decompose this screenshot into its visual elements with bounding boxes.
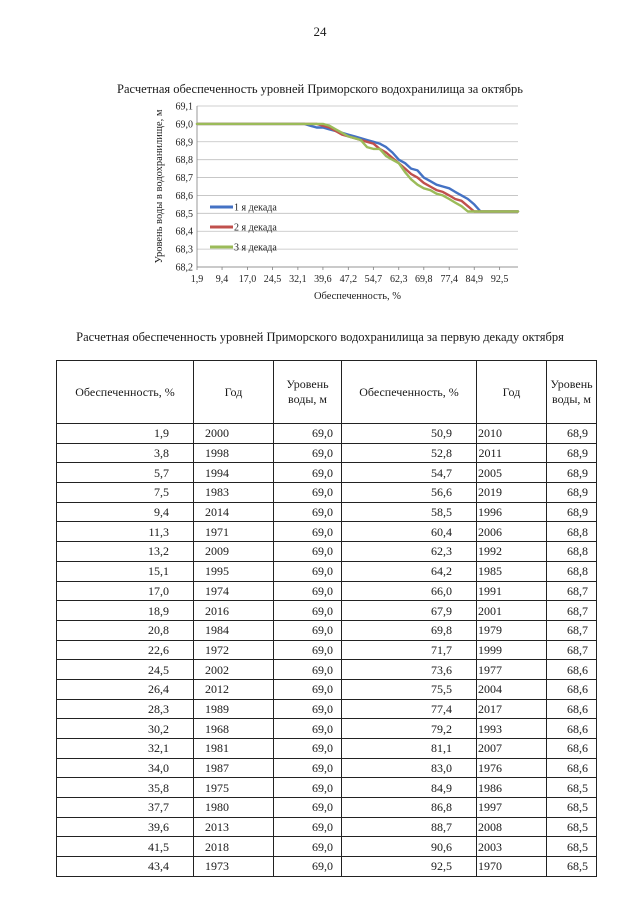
cell-year-2: 2005 bbox=[477, 463, 547, 483]
cell-year-2: 1986 bbox=[477, 778, 547, 798]
cell-probability-2: 50,9 bbox=[342, 424, 477, 444]
x-axis-title: Обеспеченность, % bbox=[313, 291, 402, 302]
header-level: Уровень воды, м bbox=[274, 361, 342, 424]
y-tick-label: 68,2 bbox=[175, 262, 193, 274]
cell-year: 1973 bbox=[194, 857, 274, 877]
cell-probability: 26,4 bbox=[57, 679, 194, 699]
cell-level-2: 68,7 bbox=[547, 601, 597, 621]
cell-level-2: 68,6 bbox=[547, 739, 597, 759]
x-tick-label: 84,9 bbox=[465, 274, 483, 285]
x-tick-label: 32,1 bbox=[289, 274, 307, 285]
cell-probability: 17,0 bbox=[57, 581, 194, 601]
y-axis-title: Уровень воды в водохранилище, м bbox=[154, 109, 165, 264]
cell-probability-2: 79,2 bbox=[342, 719, 477, 739]
cell-level: 69,0 bbox=[274, 542, 342, 562]
table-row bbox=[57, 620, 597, 640]
table-row bbox=[57, 483, 597, 503]
table-row bbox=[57, 679, 597, 699]
cell-year: 1989 bbox=[194, 699, 274, 719]
cell-probability: 7,5 bbox=[57, 483, 194, 503]
chart-title: Расчетная обеспеченность уровней Приморского водохранилища за октябрь bbox=[117, 82, 523, 96]
table-row bbox=[57, 739, 597, 759]
cell-level-2: 68,9 bbox=[547, 463, 597, 483]
cell-level: 69,0 bbox=[274, 502, 342, 522]
cell-probability: 11,3 bbox=[57, 522, 194, 542]
cell-probability: 20,8 bbox=[57, 620, 194, 640]
cell-level: 69,0 bbox=[274, 798, 342, 818]
cell-probability-2: 83,0 bbox=[342, 758, 477, 778]
cell-probability: 9,4 bbox=[57, 502, 194, 522]
cell-probability: 34,0 bbox=[57, 758, 194, 778]
table-body bbox=[57, 424, 597, 877]
cell-year-2: 2019 bbox=[477, 483, 547, 503]
cell-year: 2018 bbox=[194, 837, 274, 857]
cell-level: 69,0 bbox=[274, 660, 342, 680]
cell-probability-2: 81,1 bbox=[342, 739, 477, 759]
y-tick-label: 68,5 bbox=[175, 208, 193, 220]
x-tick-label: 47,2 bbox=[339, 274, 358, 285]
cell-probability-2: 71,7 bbox=[342, 640, 477, 660]
table-row bbox=[57, 778, 597, 798]
cell-level: 69,0 bbox=[274, 463, 342, 483]
cell-year: 2000 bbox=[194, 424, 274, 444]
cell-level: 69,0 bbox=[274, 837, 342, 857]
cell-probability: 1,9 bbox=[57, 424, 194, 444]
header-year: Год bbox=[194, 361, 274, 424]
cell-year-2: 2011 bbox=[477, 443, 547, 463]
cell-year: 2012 bbox=[194, 679, 274, 699]
cell-level: 69,0 bbox=[274, 699, 342, 719]
cell-level: 69,0 bbox=[274, 758, 342, 778]
cell-probability-2: 73,6 bbox=[342, 660, 477, 680]
x-tick-label: 77,4 bbox=[440, 274, 458, 285]
cell-level: 69,0 bbox=[274, 719, 342, 739]
cell-probability-2: 77,4 bbox=[342, 699, 477, 719]
table-row bbox=[57, 542, 597, 562]
cell-level: 69,0 bbox=[274, 443, 342, 463]
cell-level-2: 68,5 bbox=[547, 817, 597, 837]
y-tick-label: 68,7 bbox=[175, 173, 193, 185]
cell-year: 1994 bbox=[194, 463, 274, 483]
cell-probability-2: 62,3 bbox=[342, 542, 477, 562]
cell-level-2: 68,7 bbox=[547, 640, 597, 660]
table-row bbox=[57, 837, 597, 857]
table-row bbox=[57, 522, 597, 542]
x-tick-label: 24,5 bbox=[263, 274, 282, 285]
cell-year: 1975 bbox=[194, 778, 274, 798]
legend-label: 1 я декада bbox=[234, 202, 277, 214]
y-tick-label: 68,8 bbox=[175, 155, 193, 167]
cell-year: 1987 bbox=[194, 758, 274, 778]
cell-year: 1974 bbox=[194, 581, 274, 601]
cell-year: 1984 bbox=[194, 620, 274, 640]
cell-level-2: 68,9 bbox=[547, 424, 597, 444]
x-tick-label: 69,8 bbox=[415, 274, 433, 285]
cell-level-2: 68,5 bbox=[547, 778, 597, 798]
cell-level-2: 68,6 bbox=[547, 679, 597, 699]
cell-level-2: 68,6 bbox=[547, 758, 597, 778]
table-row bbox=[57, 443, 597, 463]
cell-level: 69,0 bbox=[274, 522, 342, 542]
cell-level-2: 68,7 bbox=[547, 620, 597, 640]
x-tick-label: 62,3 bbox=[390, 274, 408, 285]
supply-table bbox=[56, 360, 597, 877]
chart-legend bbox=[210, 203, 277, 254]
cell-level: 69,0 bbox=[274, 601, 342, 621]
cell-probability: 32,1 bbox=[57, 739, 194, 759]
cell-year: 1995 bbox=[194, 561, 274, 581]
cell-probability: 24,5 bbox=[57, 660, 194, 680]
cell-year: 2013 bbox=[194, 817, 274, 837]
cell-year-2: 1976 bbox=[477, 758, 547, 778]
cell-probability: 18,9 bbox=[57, 601, 194, 621]
table-row bbox=[57, 640, 597, 660]
cell-level: 69,0 bbox=[274, 857, 342, 877]
cell-probability-2: 75,5 bbox=[342, 679, 477, 699]
cell-level-2: 68,9 bbox=[547, 502, 597, 522]
cell-probability: 5,7 bbox=[57, 463, 194, 483]
cell-level-2: 68,8 bbox=[547, 522, 597, 542]
table-row bbox=[57, 502, 597, 522]
header-year-2: Год bbox=[477, 361, 547, 424]
cell-year: 1981 bbox=[194, 739, 274, 759]
cell-level: 69,0 bbox=[274, 817, 342, 837]
table-row bbox=[57, 601, 597, 621]
cell-level: 69,0 bbox=[274, 640, 342, 660]
table-row bbox=[57, 817, 597, 837]
cell-probability-2: 58,5 bbox=[342, 502, 477, 522]
cell-probability-2: 84,9 bbox=[342, 778, 477, 798]
cell-year-2: 1979 bbox=[477, 620, 547, 640]
cell-probability: 39,6 bbox=[57, 817, 194, 837]
y-tick-label: 68,3 bbox=[175, 244, 193, 256]
cell-year-2: 1991 bbox=[477, 581, 547, 601]
x-tick-label: 39,6 bbox=[314, 274, 332, 285]
cell-year-2: 2017 bbox=[477, 699, 547, 719]
cell-probability-2: 56,6 bbox=[342, 483, 477, 503]
cell-year: 1998 bbox=[194, 443, 274, 463]
cell-probability: 41,5 bbox=[57, 837, 194, 857]
table-caption: Расчетная обеспеченность уровней Приморского водохранилища за первую декаду октября bbox=[76, 330, 564, 344]
series-line-1 bbox=[197, 124, 518, 212]
cell-level-2: 68,5 bbox=[547, 837, 597, 857]
cell-year-2: 1985 bbox=[477, 561, 547, 581]
cell-probability: 35,8 bbox=[57, 778, 194, 798]
table-row bbox=[57, 424, 597, 444]
cell-level-2: 68,6 bbox=[547, 699, 597, 719]
cell-probability: 3,8 bbox=[57, 443, 194, 463]
cell-year: 1980 bbox=[194, 798, 274, 818]
y-tick-label: 68,6 bbox=[175, 190, 193, 202]
cell-year-2: 2010 bbox=[477, 424, 547, 444]
legend-label: 3 я декада bbox=[234, 242, 277, 254]
cell-level-2: 68,9 bbox=[547, 443, 597, 463]
cell-level-2: 68,8 bbox=[547, 542, 597, 562]
cell-year: 1968 bbox=[194, 719, 274, 739]
table-row bbox=[57, 581, 597, 601]
cell-probability-2: 90,6 bbox=[342, 837, 477, 857]
legend-label: 2 я декада bbox=[234, 222, 277, 234]
table-row bbox=[57, 561, 597, 581]
cell-probability-2: 54,7 bbox=[342, 463, 477, 483]
cell-level: 69,0 bbox=[274, 620, 342, 640]
cell-year-2: 1993 bbox=[477, 719, 547, 739]
cell-year-2: 1999 bbox=[477, 640, 547, 660]
y-tick-label: 69,0 bbox=[175, 119, 193, 131]
cell-probability: 43,4 bbox=[57, 857, 194, 877]
y-tick-label: 68,4 bbox=[175, 226, 193, 238]
cell-probability-2: 69,8 bbox=[342, 620, 477, 640]
cell-year: 1971 bbox=[194, 522, 274, 542]
cell-level-2: 68,6 bbox=[547, 719, 597, 739]
cell-year-2: 2004 bbox=[477, 679, 547, 699]
table-row bbox=[57, 660, 597, 680]
y-tick-label: 69,1 bbox=[175, 101, 193, 113]
cell-probability: 13,2 bbox=[57, 542, 194, 562]
supply-curve-chart bbox=[140, 96, 540, 306]
cell-level: 69,0 bbox=[274, 581, 342, 601]
header-probability: Обеспеченность, % bbox=[57, 361, 194, 424]
cell-probability-2: 92,5 bbox=[342, 857, 477, 877]
cell-probability-2: 88,7 bbox=[342, 817, 477, 837]
cell-probability-2: 67,9 bbox=[342, 601, 477, 621]
x-tick-label: 92,5 bbox=[490, 274, 509, 285]
cell-level: 69,0 bbox=[274, 778, 342, 798]
table-row bbox=[57, 463, 597, 483]
cell-year-2: 2006 bbox=[477, 522, 547, 542]
cell-probability: 15,1 bbox=[57, 561, 194, 581]
table-row bbox=[57, 857, 597, 877]
cell-year-2: 2003 bbox=[477, 837, 547, 857]
cell-level: 69,0 bbox=[274, 424, 342, 444]
cell-year: 2009 bbox=[194, 542, 274, 562]
cell-probability: 30,2 bbox=[57, 719, 194, 739]
cell-probability-2: 60,4 bbox=[342, 522, 477, 542]
table-header-row bbox=[57, 361, 597, 424]
cell-year-2: 1997 bbox=[477, 798, 547, 818]
x-tick-label: 9,4 bbox=[215, 274, 229, 285]
page-number: 24 bbox=[313, 24, 327, 39]
cell-level-2: 68,9 bbox=[547, 483, 597, 503]
cell-probability-2: 86,8 bbox=[342, 798, 477, 818]
cell-level-2: 68,5 bbox=[547, 857, 597, 877]
cell-year-2: 2007 bbox=[477, 739, 547, 759]
cell-probability: 28,3 bbox=[57, 699, 194, 719]
cell-level-2: 68,6 bbox=[547, 660, 597, 680]
cell-year-2: 2001 bbox=[477, 601, 547, 621]
cell-probability-2: 66,0 bbox=[342, 581, 477, 601]
cell-level: 69,0 bbox=[274, 739, 342, 759]
cell-probability-2: 64,2 bbox=[342, 561, 477, 581]
cell-year-2: 2008 bbox=[477, 817, 547, 837]
cell-year: 1983 bbox=[194, 483, 274, 503]
cell-year-2: 1996 bbox=[477, 502, 547, 522]
cell-year-2: 1977 bbox=[477, 660, 547, 680]
x-tick-label: 17,0 bbox=[238, 274, 257, 285]
cell-year-2: 1970 bbox=[477, 857, 547, 877]
cell-level-2: 68,5 bbox=[547, 798, 597, 818]
cell-year: 2014 bbox=[194, 502, 274, 522]
cell-level-2: 68,7 bbox=[547, 581, 597, 601]
chart-series bbox=[197, 124, 518, 212]
header-probability-2: Обеспеченность, % bbox=[342, 361, 477, 424]
cell-year: 1972 bbox=[194, 640, 274, 660]
table-row bbox=[57, 798, 597, 818]
cell-year: 2002 bbox=[194, 660, 274, 680]
header-level-2: Уровень воды, м bbox=[547, 361, 597, 424]
cell-level-2: 68,8 bbox=[547, 561, 597, 581]
x-tick-label: 1,9 bbox=[190, 274, 204, 285]
table-row bbox=[57, 719, 597, 739]
table-row bbox=[57, 699, 597, 719]
cell-probability: 37,7 bbox=[57, 798, 194, 818]
cell-year: 2016 bbox=[194, 601, 274, 621]
x-tick-label: 54,7 bbox=[364, 274, 383, 285]
cell-probability-2: 52,8 bbox=[342, 443, 477, 463]
y-tick-label: 68,9 bbox=[175, 137, 193, 149]
cell-level: 69,0 bbox=[274, 679, 342, 699]
cell-probability: 22,6 bbox=[57, 640, 194, 660]
cell-level: 69,0 bbox=[274, 561, 342, 581]
cell-year-2: 1992 bbox=[477, 542, 547, 562]
cell-level: 69,0 bbox=[274, 483, 342, 503]
table-row bbox=[57, 758, 597, 778]
